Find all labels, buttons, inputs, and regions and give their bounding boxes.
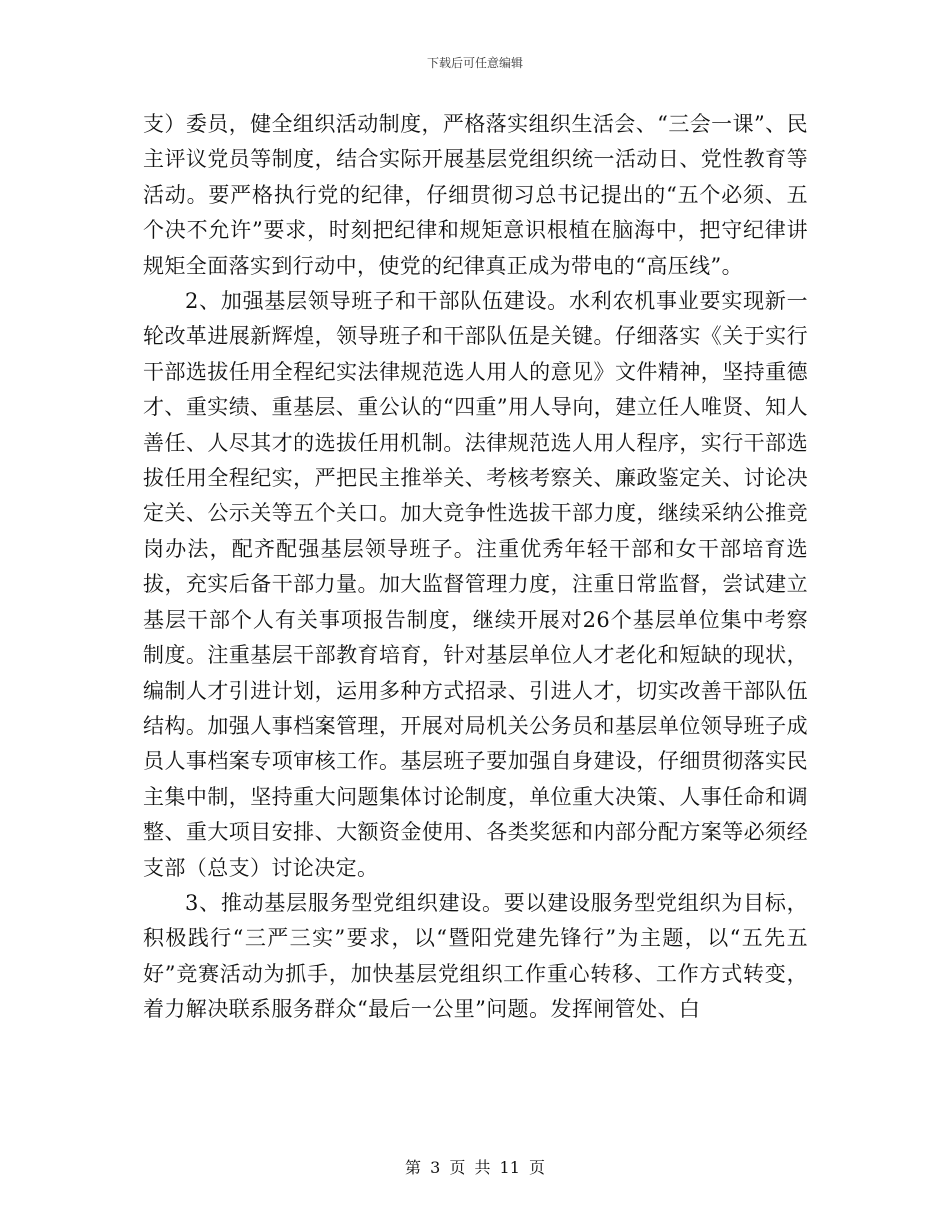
- paragraph-continuation: 支）委员，健全组织活动制度，严格落实组织生活会、“三会一课”、民主评议党员等制度，结合实际开展基层党组织统一活动日、党性教育等活动。要严格执行党的纪律，仔细贯彻习总书记提出的“五个必须、五个决不允许”要求，时刻把纪律和规矩意识根植在脑海中，把守纪律讲规矩全面落实到行动中，使党的纪律真正成为带电的“高压线”。: [143, 112, 808, 278]
- page-footer: 第 3 页 共 11 页: [405, 1158, 545, 1177]
- paragraph-section-3: 3、推动基层服务型党组织建设。要以建设服务型党组织为目标，积极践行“三严三实”要求，以“暨阳党建先锋行”为主题，以“五先五好”竞赛活动为抓手，加快基层党组织工作重心转移、工作方式转变，着力解决联系服务群众“最后一公里”问题。发挥闸管处、白: [143, 890, 808, 1022]
- document-body: [143, 107, 808, 1028]
- page-header: 下载后可任意编辑: [426, 56, 523, 70]
- paragraph-section-2: 2、加强基层领导班子和干部队伍建设。水利农机事业要实现新一轮改革进展新辉煌，领导班子和干部队伍是关键。仔细落实《关于实行干部选拔任用全程纪实法律规范选人用人的意见》文件精神，坚持重德才、重实绩、重基层、重公认的“四重”用人导向，建立任人唯贤、知人善任、人尽其才的选拔任用机制。法律规范选人用人程序，实行干部选拔任用全程纪实，严把民主推举关、考核考察关、廉政鉴定关、讨论决定关、公示关等五个关口。加大竞争性选拔干部力度，继续采纳公推竞岗办法，配齐配强基层领导班子。注重优秀年轻干部和女干部培育选拔，充实后备干部力量。加大监督管理力度，注重日常监督，尝试建立基层干部个人有关事项报告制度，继续开展对26个基层单位集中考察制度。注重基层干部教育培育，针对基层单位人才老化和短缺的现状，编制人才引进计划，运用多种方式招录、引进人才，切实改善干部队伍结构。加强人事档案管理，开展对局机关公务员和基层单位领导班子成员人事档案专项审核工作。基层班子要加强自身建设，仔细贯彻落实民主集中制，坚持重大问题集体讨论制度，单位重大决策、人事任命和调整、重大项目安排、大额资金使用、各类奖惩和内部分配方案等必须经支部（总支）讨论决定。: [143, 289, 808, 880]
